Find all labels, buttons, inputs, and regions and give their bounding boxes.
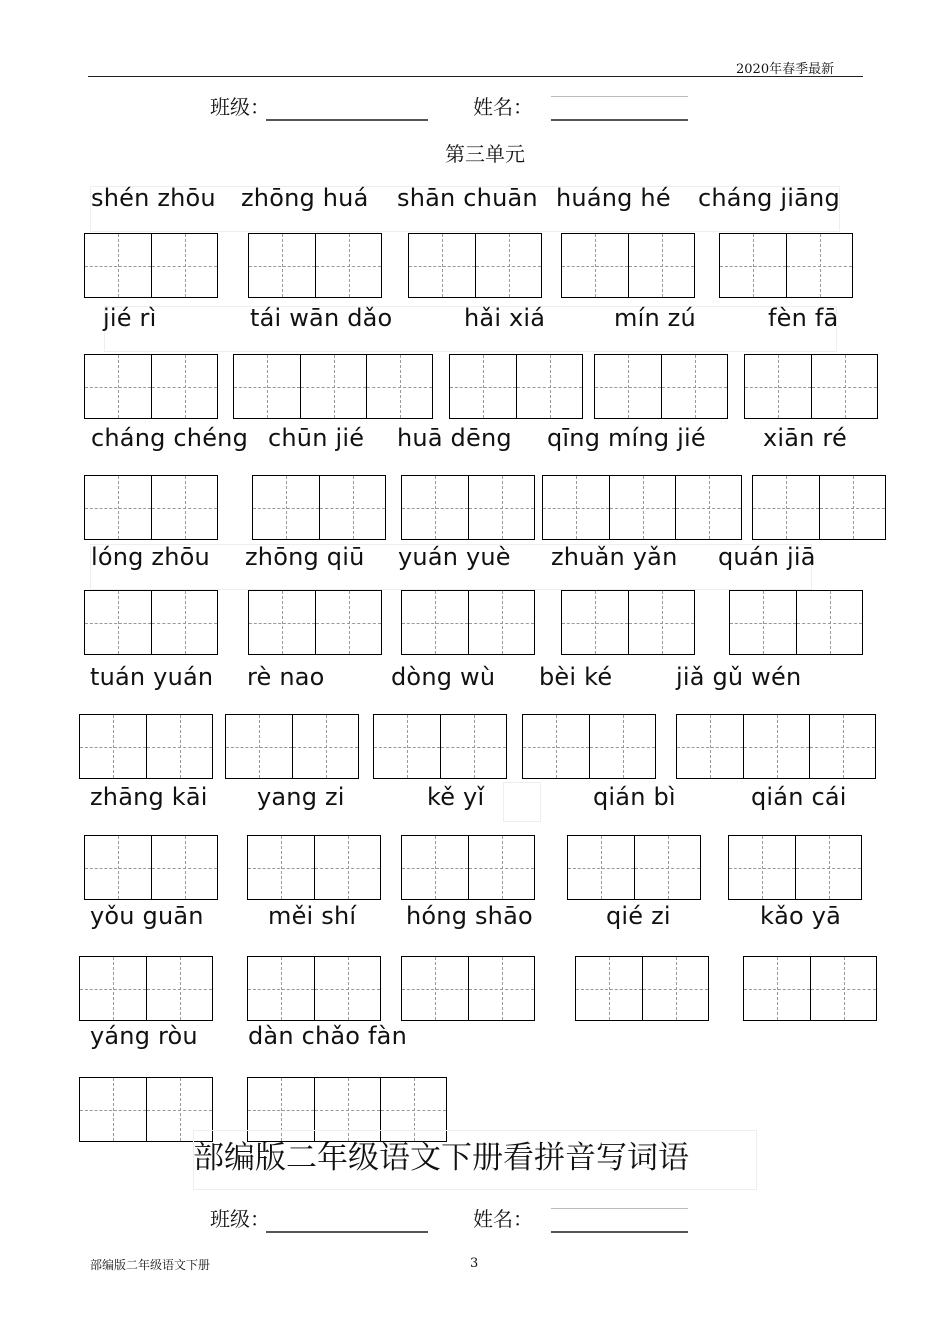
name-field[interactable] — [551, 119, 688, 121]
footer-left-text: 部编版二年级语文下册 — [90, 1258, 211, 1272]
writing-grid-2-5[interactable] — [744, 354, 878, 419]
writing-grid-7-5[interactable] — [743, 956, 877, 1021]
pinyin-3-1: cháng chéng — [91, 424, 249, 452]
writing-grid-2-3[interactable] — [449, 354, 583, 419]
pinyin-2-1: jié rì — [103, 304, 157, 332]
pinyin-7-2: měi shí — [268, 902, 357, 930]
header-right-text: 2020年春季最新 — [736, 62, 835, 77]
writing-grid-4-1[interactable] — [84, 590, 218, 655]
name-field-bottom[interactable] — [551, 1231, 688, 1233]
writing-grid-5-4[interactable] — [522, 714, 656, 779]
pinyin-4-4: zhuǎn yǎn — [551, 543, 678, 571]
header-divider — [88, 76, 863, 77]
pinyin-1-5: cháng jiāng — [698, 184, 840, 212]
pinyin-5-4: bèi ké — [539, 663, 613, 691]
pinyin-7-1: yǒu guān — [90, 902, 204, 930]
pinyin-2-5: fèn fā — [768, 304, 839, 332]
pinyin-4-3: yuán yuè — [398, 543, 511, 571]
pinyin-2-2: tái wān dǎo — [250, 304, 393, 332]
name-label-bottom: 姓名： — [473, 1207, 533, 1231]
pinyin-2-3: hǎi xiá — [464, 304, 546, 332]
pinyin-8-2: dàn chǎo fàn — [248, 1022, 407, 1050]
writing-grid-2-4[interactable] — [594, 354, 728, 419]
worksheet-title: 部编版二年级语文下册看拼音写词语 — [193, 1140, 689, 1176]
writing-grid-1-4[interactable] — [561, 233, 695, 298]
writing-grid-7-4[interactable] — [575, 956, 709, 1021]
writing-grid-4-2[interactable] — [248, 590, 382, 655]
writing-grid-5-5[interactable] — [676, 714, 876, 779]
pinyin-5-5: jiǎ gǔ wén — [676, 663, 802, 691]
writing-grid-3-1[interactable] — [84, 475, 218, 540]
writing-grid-4-5[interactable] — [729, 590, 863, 655]
writing-grid-6-2[interactable] — [247, 835, 381, 900]
writing-grid-4-3[interactable] — [401, 590, 535, 655]
class-label-bottom: 班级： — [210, 1207, 270, 1231]
pinyin-4-2: zhōng qiū — [245, 543, 365, 571]
writing-grid-6-4[interactable] — [567, 835, 701, 900]
pinyin-1-2: zhōng huá — [241, 184, 369, 212]
pinyin-7-3: hóng shāo — [406, 902, 533, 930]
writing-grid-7-1[interactable] — [79, 956, 213, 1021]
writing-grid-1-3[interactable] — [408, 233, 542, 298]
pinyin-6-5: qián cái — [751, 783, 847, 811]
pinyin-6-3: kě yǐ — [427, 783, 485, 811]
writing-grid-5-2[interactable] — [225, 714, 359, 779]
writing-grid-1-1[interactable] — [84, 233, 218, 298]
page-number: 3 — [470, 1256, 479, 1271]
writing-grid-1-5[interactable] — [719, 233, 853, 298]
name-field-bottom-top-line — [551, 1208, 688, 1209]
writing-grid-7-2[interactable] — [247, 956, 381, 1021]
pinyin-7-5: kǎo yā — [760, 902, 842, 930]
writing-grid-7-3[interactable] — [401, 956, 535, 1021]
writing-grid-6-3[interactable] — [401, 835, 535, 900]
unit-title: 第三单元 — [445, 142, 525, 166]
pinyin-8-1: yáng ròu — [90, 1022, 198, 1050]
writing-grid-3-3[interactable] — [401, 475, 535, 540]
writing-grid-5-3[interactable] — [373, 714, 507, 779]
writing-grid-4-4[interactable] — [561, 590, 695, 655]
pinyin-3-4: qīng míng jié — [547, 424, 706, 452]
name-label: 姓名： — [473, 95, 533, 119]
class-field[interactable] — [266, 119, 428, 121]
pinyin-1-1: shén zhōu — [91, 184, 216, 212]
pinyin-4-5: quán jiā — [718, 543, 816, 571]
pinyin-3-5: xiān ré — [763, 424, 847, 452]
writing-grid-5-1[interactable] — [79, 714, 213, 779]
writing-grid-1-2[interactable] — [248, 233, 382, 298]
pinyin-row-bg — [503, 782, 541, 822]
pinyin-2-4: mín zú — [614, 304, 696, 332]
writing-grid-3-2[interactable] — [252, 475, 386, 540]
pinyin-3-3: huā dēng — [397, 424, 512, 452]
name-field-top-line — [551, 96, 688, 97]
pinyin-4-1: lóng zhōu — [91, 543, 210, 571]
pinyin-5-1: tuán yuán — [90, 663, 214, 691]
writing-grid-3-4[interactable] — [542, 475, 742, 540]
writing-grid-2-1[interactable] — [84, 354, 218, 419]
pinyin-6-4: qián bì — [593, 783, 676, 811]
writing-grid-6-5[interactable] — [728, 835, 862, 900]
writing-grid-3-5[interactable] — [752, 475, 886, 540]
pinyin-5-3: dòng wù — [391, 663, 496, 691]
pinyin-3-2: chūn jié — [268, 424, 365, 452]
pinyin-1-3: shān chuān — [397, 184, 538, 212]
class-label: 班级： — [210, 95, 270, 119]
writing-grid-2-2[interactable] — [233, 354, 433, 419]
pinyin-5-2: rè nao — [247, 663, 325, 691]
pinyin-7-4: qié zi — [606, 902, 671, 930]
class-field-bottom[interactable] — [266, 1231, 428, 1233]
writing-grid-6-1[interactable] — [84, 835, 218, 900]
pinyin-6-1: zhāng kāi — [90, 783, 208, 811]
pinyin-6-2: yang zi — [257, 783, 345, 811]
pinyin-1-4: huáng hé — [556, 184, 671, 212]
